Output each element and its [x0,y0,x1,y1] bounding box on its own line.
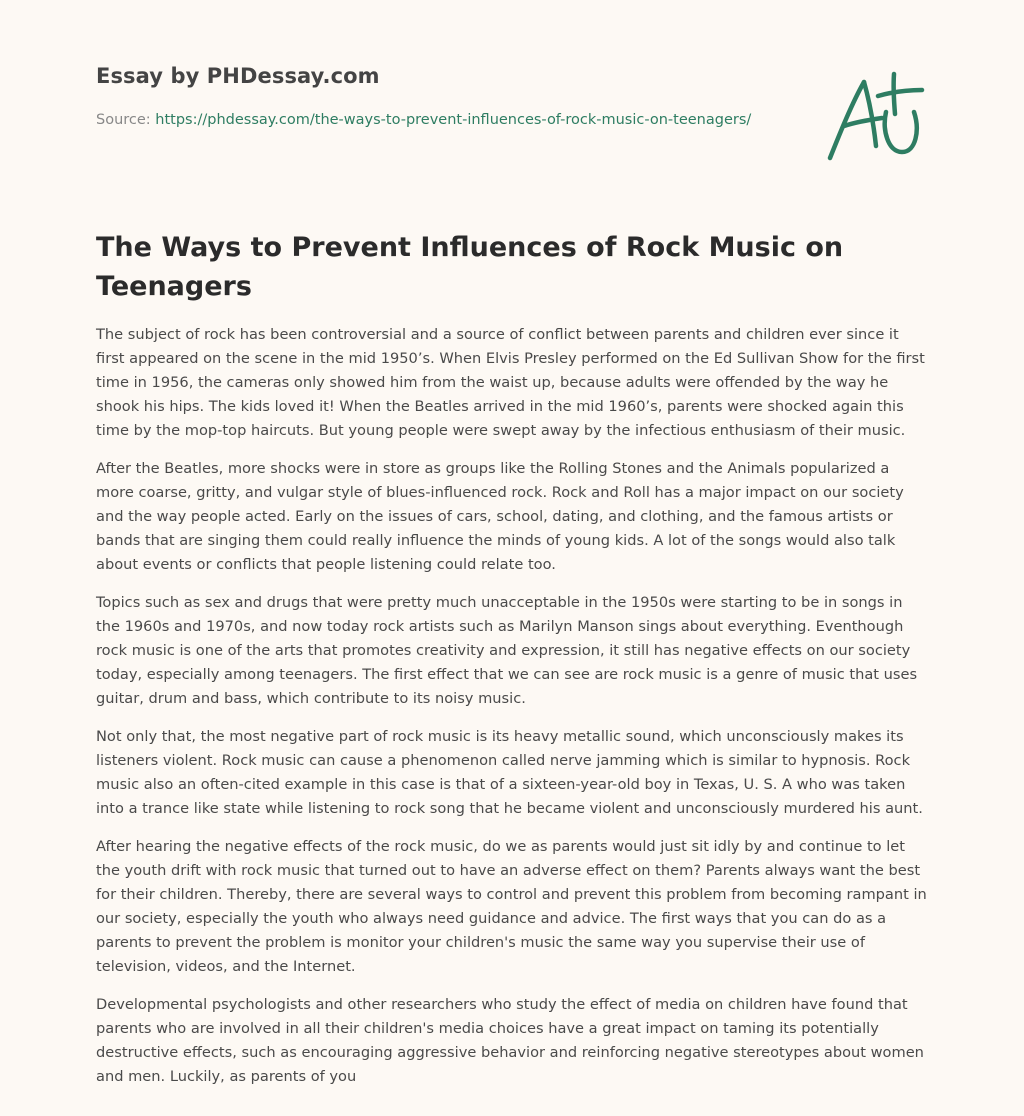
paragraph: The subject of rock has been controversial and a source of conflict between parents and children ever since it first appeared on the scene in the mid 1950’s. When Elvis Presley performed on the Ed Sullivan Show for the first time in 1956, the cameras only showed him from the waist up, because adults were offended by the way he shook his hips. The kids loved it! When the Beatles arrived in the mid 1960’s, parents were shocked again this time by the mop-top haircuts. But young people were swept away by the infectious enthusiasm of their music. [96,326,925,439]
paragraph: After hearing the negative effects of the rock music, do we as parents would just sit idly by and continue to let the youth drift with rock music that turned out to have an adverse effect on them? Parents always want the best for their children. Thereby, there are several ways to control and prevent this problem from becoming rampant in our society, especially the youth who always need guidance and advice. The first ways that you can do as a parents to prevent the problem is monitor your children's music the same way you supervise their use of television, videos, and the Internet. [96,838,927,975]
a-plus-grade-icon [822,68,932,168]
paragraph: Not only that, the most negative part of rock music is its heavy metallic sound, which unconsciously makes its listeners violent. Rock music can cause a phenomenon called nerve jamming which is similar to hypnosis. Rock music also an often-cited example in this case is that of a sixteen-year-old boy in Texas, U. S. A who was taken into a trance like state while listening to rock song that he became violent and unconsciously murdered his aunt. [96,728,923,817]
paragraph: Developmental psychologists and other researchers who study the effect of media on children have found that parents who are involved in all their children's media choices have a great impact on taming its potentially destructive effects, such as encouraging aggressive behavior and reinforcing negative stereotypes about women and men. Luckily, as parents of you [96,996,924,1085]
essay-header [96,64,796,132]
paragraph: Topics such as sex and drugs that were pretty much unacceptable in the 1950s were starting to be in songs in the 1960s and 1970s, and now today rock artists such as Marilyn Manson sings about everything. Eventhough rock music is one of the arts that promotes creativity and expression, it still has negative effects on our society today, especially among teenagers. The first effect that we can see are rock music is a genre of music that uses guitar, drum and bass, which contribute to its noisy music. [96,594,918,707]
source-label: Source: [96,112,156,128]
source-link[interactable]: https://phdessay.com/the-ways-to-prevent-influences-of-rock-music-on-teenagers/ [155,112,752,128]
source-line [96,108,796,132]
site-brand: Essay by PHDessay.com [96,64,380,88]
article-title: The Ways to Prevent Influences of Rock Music on Teenagers [96,232,844,302]
article-body [96,323,930,1103]
paragraph: After the Beatles, more shocks were in store as groups like the Rolling Stones and the Animals popularized a more coarse, gritty, and vulgar style of blues-influenced rock. Rock and Roll has a major impact on our society and the way people acted. Early on the issues of cars, school, dating, and clothing, and the famous artists or bands that are singing them could really influence the minds of young kids. A lot of the songs would also talk about events or conflicts that people listening could relate too. [96,460,904,573]
